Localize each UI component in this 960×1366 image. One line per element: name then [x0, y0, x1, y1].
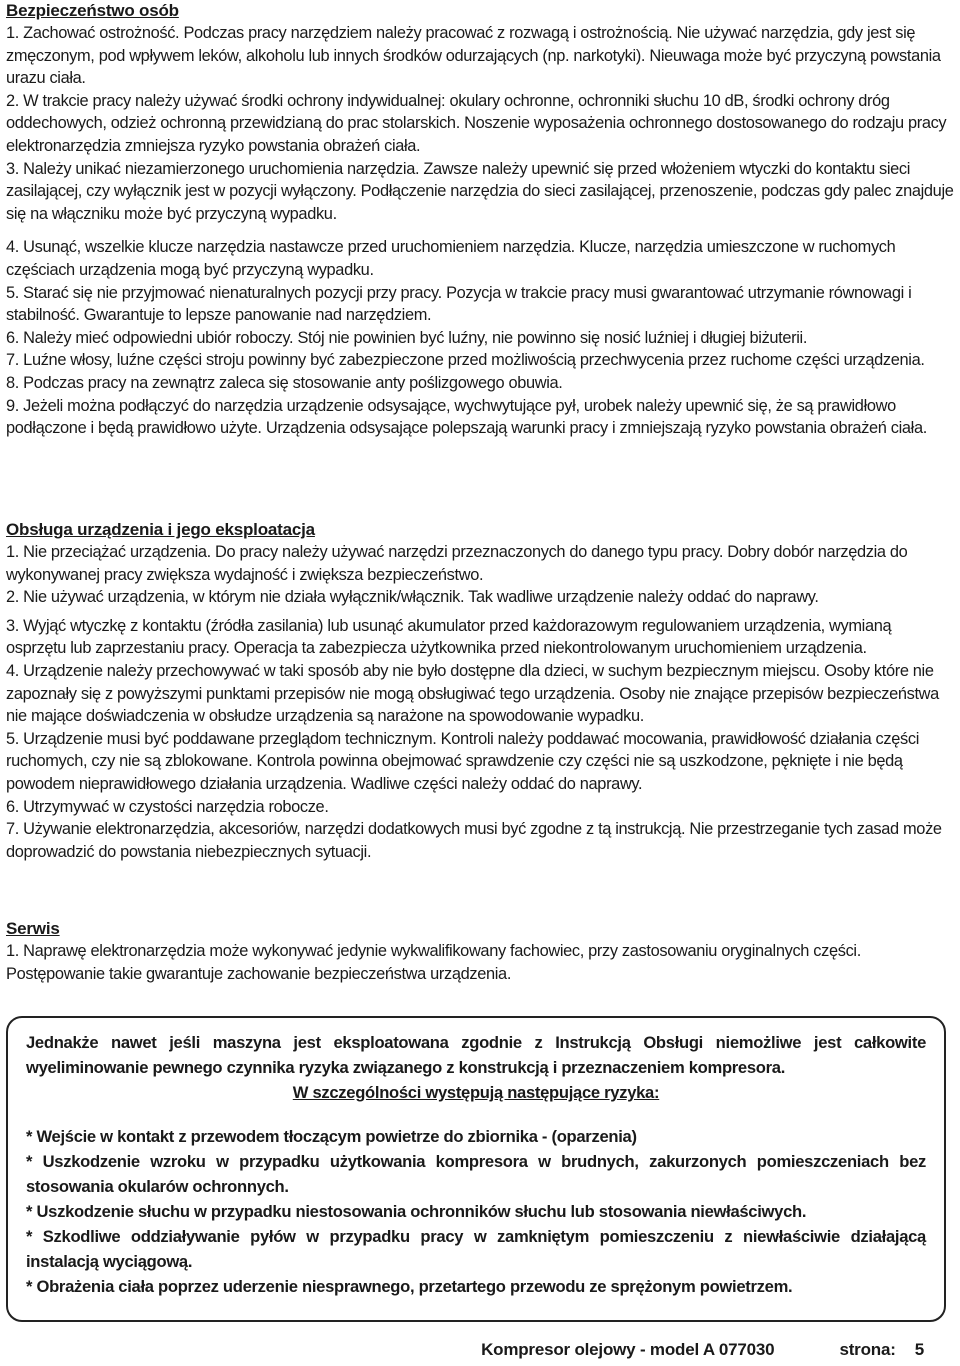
- page-footer: [481, 1339, 924, 1361]
- footer-page-label: strona:: [839, 1340, 896, 1359]
- section-heading: Serwis: [6, 919, 60, 938]
- service-section: [6, 918, 954, 985]
- list-item: 8. Podczas pracy na zewnątrz zaleca się stosowanie anty poślizgowego obuwia.: [6, 373, 563, 392]
- risk-item: * Obrażenia ciała poprzez uderzenie niesprawnego, przetartego przewodu ze sprężonym powietrzem.: [26, 1277, 793, 1296]
- risk-item: * Uszkodzenie słuchu w przypadku niestosowania ochronników słuchu lub stosowania niewłaściwych.: [26, 1202, 807, 1221]
- list-item: 2. W trakcie pracy należy używać środki ochrony indywidualnej: okulary ochronne, ochronniki słuchu 10 dB, środki ochrony dróg oddechowych, odzież ochronną przewidzianą do prac stolarskich. Noszenie wyposażenia ochronnego dostosowanego do rodzaju pracy elektronarzędzia zmniejsza ryzyko powstania obrażeń ciała.: [6, 91, 947, 155]
- list-item: 5. Starać się nie przyjmować nienaturalnych pozycji przy pracy. Pozycja w trakcie pracy musi gwarantować utrzymanie równowagi i stabilność. Gwarantuje to lepsze panowanie nad narzędziem.: [6, 283, 912, 325]
- list-item: 7. Używanie elektronarzędzia, akcesoriów, narzędzi dodatkowych musi być zgodne z tą instrukcją. Nie przestrzeganie tych zasad może doprowadzić do powstania niebezpiecznych sytuacji.: [6, 820, 942, 861]
- footer-model: Kompresor olejowy - model A 077030: [481, 1340, 775, 1359]
- section-heading: Obsługa urządzenia i jego eksploatacja: [6, 520, 315, 539]
- list-item: 9. Jeżeli można podłączyć do narzędzia urządzenie odsysające, wychwytujące pył, urobek należy upewnić się, że są prawidłowo podłączone i będą prawidłowo użyte. Urządzenia odsysające polepszają warunki pracy i zmniejszają ryzyko powstania obrażeń ciała.: [6, 396, 927, 438]
- warning-intro: Jednakże nawet jeśli maszyna jest eksploatowana zgodnie z Instrukcją Obsługi niemożliwe jest całkowite wyeliminowanie pewnego czynnika ryzyka związanego z konstrukcją i przeznaczeniem kompresora.: [26, 1033, 926, 1077]
- list-item: 5. Urządzenie musi być poddawane przeglądom technicznym. Kontroli należy poddawać mocowania, prawidłowość działania części ruchomych, czy nie są zblokowane. Kontrola powinna obejmować sprawdzenie czy części nie są uszkodzone, pęknięte i nie będą powodem nieprawidłowego działania urządzenia. Wadliwe części należy oddać do naprawy.: [6, 729, 920, 793]
- section-heading: Bezpieczeństwo osób: [6, 1, 179, 20]
- list-item: 4. Urządzenie należy przechowywać w taki sposób aby nie było dostępne dla dzieci, w suchym bezpiecznym miejscu. Osoby które nie zapoznały się z powyższymi punktami przepisów nie mogą obsługiwać tego urządzenia. Osoby nie znające przepisów bezpieczeństwa nie mające doświadczenia w obsłudze urządzenia są narażone na spowodowanie wypadku.: [6, 661, 939, 726]
- list-item: 3. Wyjąć wtyczkę z kontaktu (źródła zasilania) lub usunąć akumulator przed każdorazowym regulowaniem urządzenia, wymianą osprzętu lub zaprzestaniu pracy. Operacja ta zabezpiecza użytkownika przed niekontrolowanym uruchomieniem urządzenia.: [6, 616, 892, 658]
- risk-item: * Szkodliwe oddziaływanie pyłów w przypadku pracy w zamkniętym pomieszczeniu z niewłaściwie działającą instalacją wyciągową.: [26, 1227, 926, 1271]
- risk-item: * Uszkodzenie wzroku w przypadku użytkowania kompresora w brudnych, zakurzonych pomieszczeniach bez stosowania okularów ochronnych.: [26, 1152, 926, 1196]
- list-item: 7. Luźne włosy, luźne części stroju powinny być zabezpieczone przed możliwością przechwycenia przez ruchome części urządzenia.: [6, 351, 925, 370]
- safety-people-section: [6, 0, 954, 440]
- manual-page: [6, 0, 954, 983]
- list-item: 3. Należy unikać niezamierzonego uruchomienia narzędzia. Zawsze należy upewnić się przed włożeniem wtyczki do kontaktu sieci zasilającej, czy wyłącznik jest w pozycji wyłączony. Podłączenie narzędzia do sieci zasilającej, przenoszenie, podczas gdy palec znajduje się na włączniku może być przyczyną wypadku.: [6, 159, 954, 223]
- warning-subtitle: W szczególności występują następujące ryzyka:: [292, 1083, 660, 1102]
- list-item: 1. Nie przeciążać urządzenia. Do pracy należy używać narzędzi przeznaczonych do danego typu pracy. Dobry dobór narzędzia do wykonywanej pracy zwiększa wydajność i zwiększa bezpieczeństwo.: [6, 543, 908, 584]
- list-item: 1. Zachować ostrożność. Podczas pracy narzędziem należy pracować z rozwagą i ostrożnością. Nie używać narzędzia, gdy jest się zmęczonym, pod wpływem leków, alkoholu lub innych środków odurzających (np. narkotyki). Nieuwaga może być przyczyną powstania urazu ciała.: [6, 24, 941, 88]
- footer-page-number: 5: [914, 1340, 924, 1359]
- list-item: 4. Usunąć, wszelkie klucze narzędzia nastawcze przed uruchomieniem narzędzia. Klucze, narzędzia umieszczone w ruchomych częściach urządzenia mogą być przyczyną wypadku.: [6, 238, 896, 279]
- list-item: 6. Należy mieć odpowiedni ubiór roboczy. Stój nie powinien być luźny, nie powinno się nosić luźniej i długiej biżuterii.: [6, 328, 808, 347]
- operation-section: [6, 519, 954, 863]
- list-item: 1. Naprawę elektronarzędzia może wykonywać jedynie wykwalifikowany fachowiec, przy zastosowaniu oryginalnych części. Postępowanie takie gwarantuje zachowanie bezpieczeństwa urządzenia.: [6, 942, 861, 983]
- list-item: 2. Nie używać urządzenia, w którym nie działa wyłącznik/włącznik. Tak wadliwe urządzenie należy oddać do naprawy.: [6, 588, 819, 607]
- list-item: 6. Utrzymywać w czystości narzędzia robocze.: [6, 797, 329, 816]
- residual-risk-box: [6, 1016, 946, 1322]
- risk-item: * Wejście w kontakt z przewodem tłoczącym powietrze do zbiornika - (oparzenia): [26, 1127, 637, 1146]
